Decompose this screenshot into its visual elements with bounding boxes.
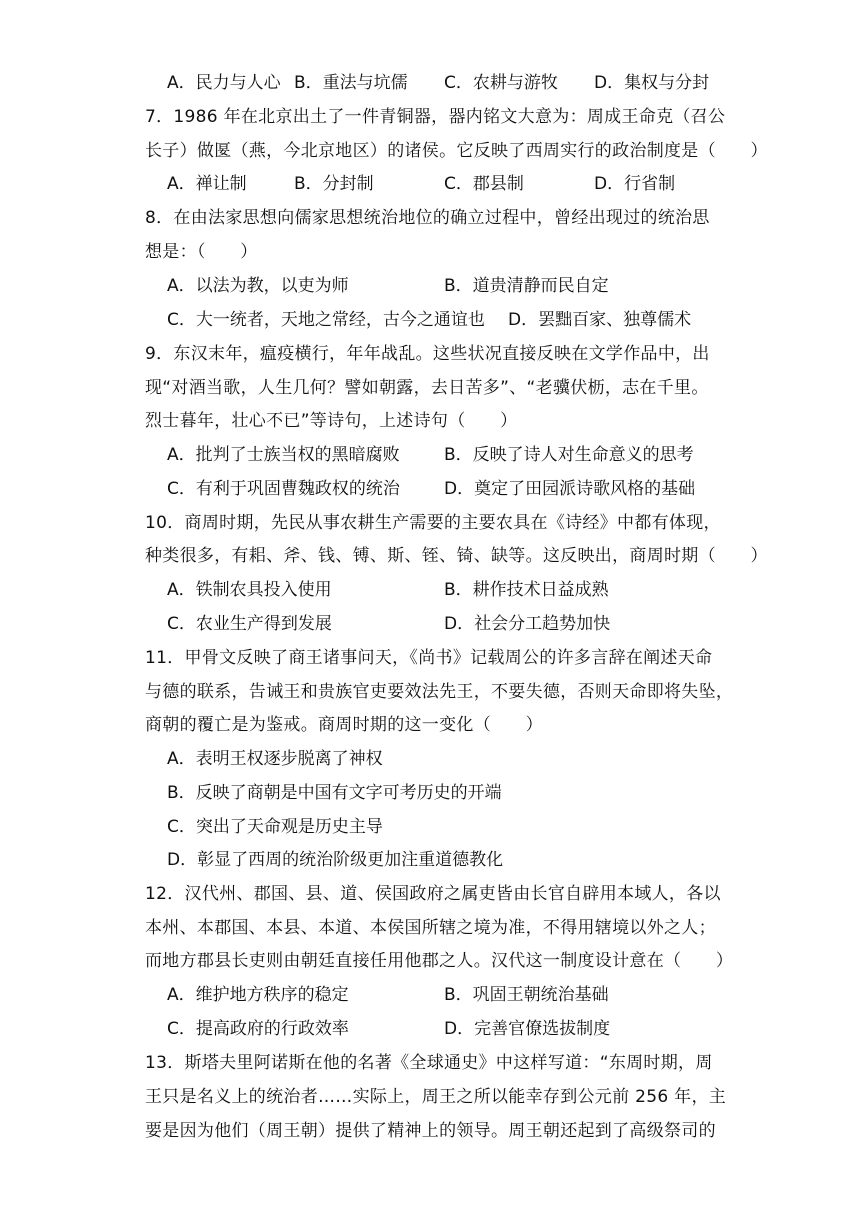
q10-option-a: A．铁制农具投入使用: [167, 580, 332, 600]
q10-option-b: B．耕作技术日益成熟: [444, 580, 609, 600]
q6-option-d: D．集权与分封: [594, 73, 710, 93]
q11-option-c: C．突出了天命观是历史主导: [167, 817, 383, 837]
q7-stem-line-1: 7．1986 年在北京出土了一件青铜器，器内铭文大意为：周成王命克（召公: [145, 107, 726, 127]
q13-stem-line-1: 13．斯塔夫里阿诺斯在他的名著《全球通史》中这样写道：“东周时期，周: [145, 1053, 713, 1073]
q12-stem-line-1: 12．汉代州、郡国、县、道、侯国政府之属吏皆由长官自辟用本域人，各以: [145, 884, 721, 904]
q11-option-a: A．表明王权逐步脱离了神权: [167, 749, 383, 769]
q12-stem-line-2: 本州、本郡国、本县、本道、本侯国所辖之境为准，不得用辖境以外之人；: [145, 918, 716, 938]
q11-stem-line-3: 商朝的覆亡是为鉴戒。商周时期的这一变化（ ）: [145, 715, 543, 735]
q11-stem-line-2: 与德的联系，告诫王和贵族官吏要效法先王，不要失德，否则天命即将失坠，: [145, 682, 734, 702]
q8-stem-line-1: 8．在由法家思想向儒家思想统治地位的确立过程中，曾经出现过的统治思: [145, 208, 710, 228]
q10-option-c: C．农业生产得到发展: [167, 614, 332, 634]
q9-stem-line-1: 9．东汉末年，瘟疫横行，年年战乱。这些状况直接反映在文学作品中，出: [145, 344, 710, 364]
q10-stem-line-1: 10．商周时期，先民从事农耕生产需要的主要农具在《诗经》中都有体现，: [145, 513, 721, 533]
q12-option-a: A．维护地方秩序的稳定: [167, 985, 349, 1005]
q7-option-b: B．分封制: [294, 174, 374, 194]
q12-option-d: D．完善官僚选拔制度: [444, 1019, 611, 1039]
q11-stem-line-1: 11．甲骨文反映了商王诸事问天，《尚书》记载周公的许多言辞在阐述天命: [145, 648, 713, 668]
q12-option-c: C．提高政府的行政效率: [167, 1019, 349, 1039]
q11-option-b: B．反映了商朝是中国有文字可考历史的开端: [167, 783, 502, 803]
q9-option-a: A．批判了士族当权的黑暗腐败: [167, 445, 400, 465]
q6-option-b: B．重法与坑儒: [294, 73, 408, 93]
q13-stem-line-3: 要是因为他们（周王朝）提供了精神上的领导。周王朝还起到了高级祭司的: [145, 1121, 716, 1141]
q11-option-d: D．彰显了西周的统治阶级更加注重道德教化: [167, 850, 504, 870]
q12-option-b: B．巩固王朝统治基础: [444, 985, 609, 1005]
q8-option-b: B．道贵清静而民自定: [444, 276, 609, 296]
q9-option-b: B．反映了诗人对生命意义的思考: [444, 445, 694, 465]
q9-stem-line-2: 现“对酒当歌，人生几何？譬如朝露，去日苦多”、“老骥伏枥，志在千里。: [145, 378, 709, 398]
q8-stem-line-2: 想是：（ ）: [145, 242, 258, 262]
q12-stem-line-3: 而地方郡县长吏则由朝廷直接任用他郡之人。汉代这一制度设计意在（ ）: [145, 951, 734, 971]
q9-stem-line-3: 烈士暮年，壮心不已”等诗句，上述诗句（ ）: [145, 411, 518, 431]
q7-option-d: D．行省制: [594, 174, 676, 194]
q7-option-a: A．禅让制: [167, 174, 247, 194]
q13-stem-line-2: 王只是名义上的统治者……实际上，周王之所以能幸存到公元前 256 年，主: [145, 1087, 727, 1107]
q10-stem-line-2: 种类很多，有耜、斧、钱、镈、斯、铚、锜、缺等。这反映出，商周时期（ ）: [145, 546, 768, 566]
q8-option-c: C．大一统者，天地之常经，古今之通谊也: [167, 310, 485, 330]
q9-option-d: D．奠定了田园派诗歌风格的基础: [444, 479, 696, 499]
q6-option-c: C．农耕与游牧: [444, 73, 558, 93]
q7-option-c: C．郡县制: [444, 174, 524, 194]
q8-option-a: A．以法为教，以吏为师: [167, 276, 349, 296]
q7-stem-line-2: 长子）做匽（燕，今北京地区）的诸侯。它反映了西周实行的政治制度是（ ）: [145, 141, 768, 161]
q8-option-d: D．罢黜百家、独尊儒术: [508, 310, 692, 330]
q10-option-d: D．社会分工趋势加快: [444, 614, 611, 634]
q6-option-a: A．民力与人心: [167, 73, 281, 93]
q9-option-c: C．有利于巩固曹魏政权的统治: [167, 479, 400, 499]
